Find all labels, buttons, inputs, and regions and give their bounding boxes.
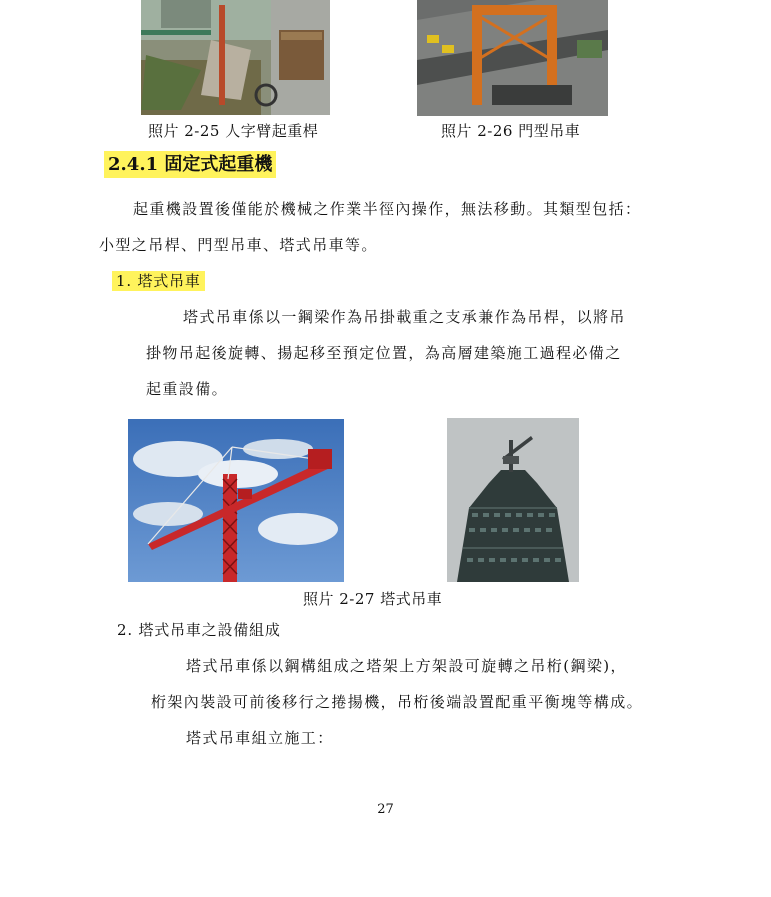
item-2-title: 2. 塔式吊車之設備組成 xyxy=(117,621,281,639)
intro-line-2: 小型之吊桿、門型吊車、塔式吊車等。 xyxy=(99,236,378,254)
item-1-title-text: 1. 塔式吊車 xyxy=(112,271,205,291)
item-1-line-2: 掛物吊起後旋轉、揚起移至預定位置，為高層建築施工過程必備之 xyxy=(146,344,622,362)
item-2-line-2: 桁架內裝設可前後移行之捲揚機，吊桁後端設置配重平衡塊等構成。 xyxy=(151,693,644,711)
item-2-line-3: 塔式吊車組立施工： xyxy=(186,729,334,747)
page-number: 27 xyxy=(377,802,394,817)
photo-gantry-crane xyxy=(417,0,608,116)
photo-caption-2-27: 照片 2-27 塔式吊車 xyxy=(303,590,443,608)
photo-tower-crane-building xyxy=(447,418,579,582)
item-1-line-1: 塔式吊車係以一鋼梁作為吊掛載重之支承兼作為吊桿，以將吊 xyxy=(183,308,626,326)
photo-tower-crane-sky xyxy=(128,419,344,582)
photo-derrick-crane xyxy=(141,0,330,115)
photo-caption-2-26: 照片 2-26 門型吊車 xyxy=(441,122,581,140)
item-1-line-3: 起重設備。 xyxy=(146,380,229,398)
item-1-title xyxy=(112,270,205,291)
photo-caption-2-25: 照片 2-25 人字臂起重桿 xyxy=(148,122,319,140)
item-2-line-1: 塔式吊車係以鋼構組成之塔架上方架設可旋轉之吊桁(鋼梁)， xyxy=(186,657,627,675)
section-heading: 2.4.1 固定式起重機 xyxy=(104,151,276,178)
intro-line-1: 起重機設置後僅能於機械之作業半徑內操作，無法移動。其類型包括： xyxy=(133,200,642,218)
